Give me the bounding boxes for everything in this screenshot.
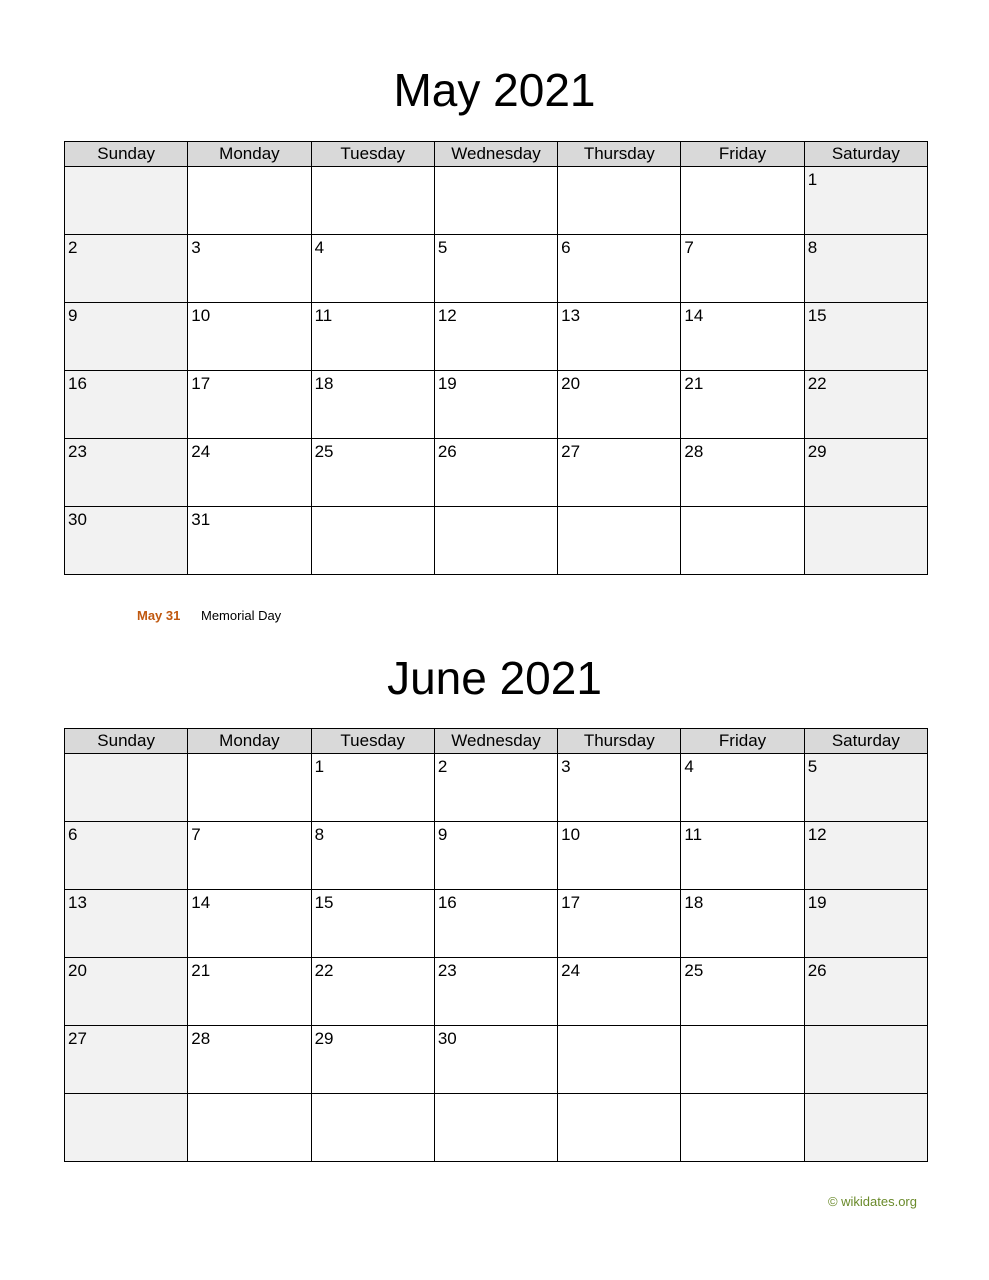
day-cell: 7 [188,822,311,890]
day-cell [434,1094,557,1162]
day-cell: 12 [804,822,927,890]
day-cell: 18 [681,890,804,958]
week-row [65,890,928,958]
weekday-header-row [65,142,928,167]
day-cell: 7 [681,235,804,303]
day-cell: 9 [65,303,188,371]
day-cell [804,507,927,575]
day-cell: 2 [65,235,188,303]
day-cell: 25 [311,439,434,507]
day-cell [558,1094,681,1162]
day-cell [558,507,681,575]
day-cell: 22 [804,371,927,439]
day-cell: 20 [558,371,681,439]
holiday-name: Memorial Day [201,608,282,623]
day-cell: 27 [65,1026,188,1094]
day-cell: 3 [188,235,311,303]
day-cell [681,1026,804,1094]
day-cell: 18 [311,371,434,439]
day-cell [65,1094,188,1162]
week-row [65,371,928,439]
day-cell: 16 [65,371,188,439]
may-weeks [65,167,928,575]
weekday-header-row [65,729,928,754]
day-cell: 8 [804,235,927,303]
day-cell: 12 [434,303,557,371]
day-cell [311,1094,434,1162]
day-cell: 22 [311,958,434,1026]
may-month-title: May 2021 [393,64,596,116]
weekday-header: Sunday [65,142,188,167]
weekday-header: Wednesday [434,729,557,754]
day-cell: 29 [804,439,927,507]
day-cell: 30 [434,1026,557,1094]
weekday-header: Sunday [65,729,188,754]
june-month-title: June 2021 [387,652,602,704]
day-cell [681,1094,804,1162]
day-cell: 4 [311,235,434,303]
day-cell: 6 [558,235,681,303]
week-row [65,167,928,235]
day-cell: 28 [188,1026,311,1094]
day-cell: 13 [65,890,188,958]
day-cell: 24 [558,958,681,1026]
day-cell [65,167,188,235]
holiday-date: May 31 [137,608,181,623]
week-row [65,1094,928,1162]
day-cell: 17 [558,890,681,958]
day-cell: 11 [681,822,804,890]
day-cell: 17 [188,371,311,439]
june-weeks [65,754,928,1162]
week-row [65,1026,928,1094]
day-cell: 4 [681,754,804,822]
day-cell: 19 [434,371,557,439]
week-row [65,439,928,507]
day-cell [188,754,311,822]
day-cell: 20 [65,958,188,1026]
day-cell: 15 [311,890,434,958]
weekday-header: Thursday [558,142,681,167]
holiday-note [137,607,281,625]
day-cell: 28 [681,439,804,507]
day-cell: 27 [558,439,681,507]
week-row [65,507,928,575]
week-row [65,822,928,890]
day-cell [558,167,681,235]
weekday-header: Friday [681,142,804,167]
day-cell [681,167,804,235]
day-cell: 25 [681,958,804,1026]
weekday-header: Thursday [558,729,681,754]
day-cell: 11 [311,303,434,371]
weekday-header: Tuesday [311,729,434,754]
day-cell: 13 [558,303,681,371]
weekday-header: Friday [681,729,804,754]
day-cell [65,754,188,822]
day-cell: 2 [434,754,557,822]
weekday-header: Monday [188,729,311,754]
day-cell: 23 [65,439,188,507]
weekday-header: Tuesday [311,142,434,167]
weekday-header: Saturday [804,729,927,754]
day-cell: 30 [65,507,188,575]
weekday-header: Monday [188,142,311,167]
day-cell: 21 [188,958,311,1026]
day-cell: 24 [188,439,311,507]
day-cell [434,167,557,235]
day-cell [434,507,557,575]
day-cell: 26 [804,958,927,1026]
day-cell: 15 [804,303,927,371]
day-cell: 23 [434,958,557,1026]
day-cell [681,507,804,575]
day-cell [804,1094,927,1162]
day-cell [188,167,311,235]
day-cell: 10 [558,822,681,890]
june-calendar-grid [64,728,928,1162]
day-cell [311,167,434,235]
day-cell: 14 [188,890,311,958]
day-cell: 16 [434,890,557,958]
day-cell: 3 [558,754,681,822]
day-cell: 8 [311,822,434,890]
day-cell: 1 [804,167,927,235]
week-row [65,754,928,822]
day-cell: 6 [65,822,188,890]
week-row [65,303,928,371]
day-cell [558,1026,681,1094]
day-cell: 29 [311,1026,434,1094]
day-cell: 26 [434,439,557,507]
day-cell: 14 [681,303,804,371]
may-calendar-grid [64,141,928,575]
copyright-footer[interactable]: © wikidates.org [827,1194,917,1209]
day-cell: 21 [681,371,804,439]
day-cell [188,1094,311,1162]
day-cell: 10 [188,303,311,371]
day-cell [804,1026,927,1094]
weekday-header: Saturday [804,142,927,167]
day-cell: 19 [804,890,927,958]
day-cell: 5 [804,754,927,822]
day-cell: 9 [434,822,557,890]
weekday-header: Wednesday [434,142,557,167]
week-row [65,958,928,1026]
week-row [65,235,928,303]
day-cell [311,507,434,575]
day-cell: 5 [434,235,557,303]
day-cell: 1 [311,754,434,822]
day-cell: 31 [188,507,311,575]
